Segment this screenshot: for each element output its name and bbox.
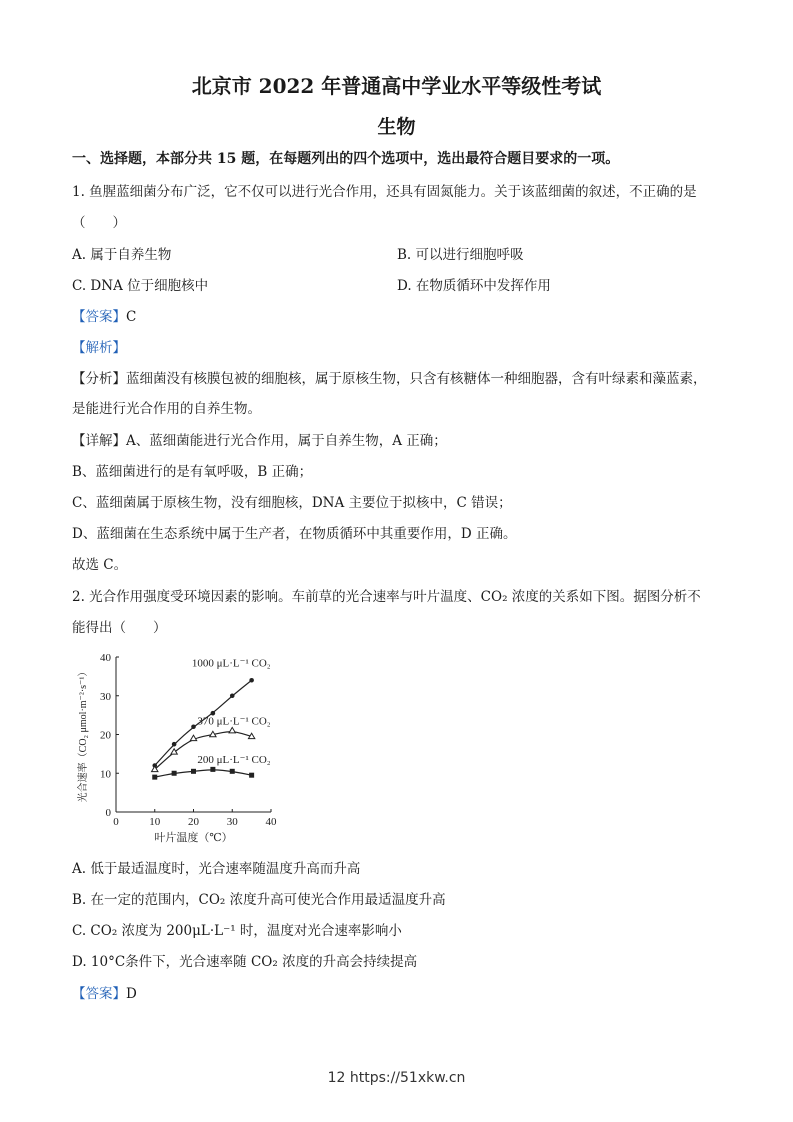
xiangjie-text: A、蓝细菌能进行光合作用，属于自养生物，A 正确； bbox=[126, 433, 447, 449]
data-point-circle bbox=[230, 693, 235, 698]
fenxi-text: 蓝细菌没有核膜包被的细胞核，属于原核生物，只含有核糖体一种细胞器，含有叶绿素和藻蓝素， bbox=[126, 371, 707, 387]
q2-option-a: A. 低于最适温度时，光合速率随温度升高而升高 bbox=[72, 861, 361, 877]
answer-value: D bbox=[126, 986, 137, 1002]
data-point-square bbox=[230, 769, 235, 774]
answer-tag: 【答案】 bbox=[72, 309, 126, 325]
data-point-square bbox=[210, 767, 215, 772]
q1-analysis-tag: 【解析】 bbox=[72, 340, 126, 356]
exam-title: 北京市 2022 年普通高中学业水平等级性考试 bbox=[191, 74, 602, 98]
x-tick-label: 10 bbox=[149, 816, 161, 828]
footer-url[interactable]: https://51xkw.cn bbox=[349, 1070, 466, 1086]
x-axis-label: 叶片温度（℃） bbox=[154, 832, 233, 844]
chart-root bbox=[76, 652, 277, 844]
y-tick-label: 0 bbox=[105, 807, 111, 819]
y-axis-label: 光合速率（CO₂ μmol·m⁻²·s⁻¹） bbox=[78, 666, 89, 803]
data-point-circle bbox=[191, 724, 196, 729]
series-label: 200 μL·L⁻¹ CO₂ bbox=[197, 754, 271, 767]
q2-stem-line1: 2. 光合作用强度受环境因素的影响。车前草的光合速率与叶片温度、CO₂ 浓度的关系如下图。据图分析不 bbox=[72, 589, 701, 605]
data-point-circle bbox=[172, 742, 177, 747]
y-tick-label: 10 bbox=[100, 768, 111, 781]
q1-xiangjie-line3: C、蓝细菌属于原核生物，没有细胞核，DNA 主要位于拟核中，C 错误； bbox=[72, 495, 512, 511]
q1-stem-line1: 1. 鱼腥蓝细菌分布广泛，它不仅可以进行光合作用，还具有固氮能力。关于该蓝细菌的叙述，不正确的是 bbox=[72, 184, 697, 200]
q2-option-c: C. CO₂ 浓度为 200μL·L⁻¹ 时，温度对光合速率影响小 bbox=[72, 923, 402, 939]
fenxi-tag: 【分析】 bbox=[72, 371, 126, 387]
x-tick-label: 20 bbox=[188, 816, 199, 828]
x-tick-label: 30 bbox=[226, 816, 238, 828]
q1-option-b: B. 可以进行细胞呼吸 bbox=[397, 247, 524, 263]
q1-answer bbox=[72, 308, 136, 326]
y-tick-label: 20 bbox=[100, 729, 111, 742]
q1-option-d: D. 在物质循环中发挥作用 bbox=[397, 278, 551, 294]
x-tick-label: 0 bbox=[113, 816, 119, 828]
q1-option-c: C. DNA 位于细胞核中 bbox=[72, 278, 209, 294]
q1-fenxi-line2: 是能进行光合作用的自养生物。 bbox=[72, 401, 261, 417]
data-point-circle bbox=[249, 678, 254, 683]
q2-answer bbox=[72, 985, 137, 1003]
section-heading: 一、选择题，本部分共 15 题，在每题列出的四个选项中，选出最符合题目要求的一项。 bbox=[72, 151, 620, 167]
data-point-square bbox=[152, 775, 157, 780]
y-tick-label: 40 bbox=[100, 652, 111, 664]
series-label: 370 μL·L⁻¹ CO₂ bbox=[197, 715, 271, 728]
q2-option-d: D. 10°C条件下，光合速率随 CO₂ 浓度的升高会持续提高 bbox=[72, 954, 418, 970]
answer-tag: 【答案】 bbox=[72, 986, 126, 1002]
series-line bbox=[155, 770, 252, 777]
x-tick-label: 40 bbox=[265, 816, 277, 828]
photosynthesis-chart bbox=[72, 645, 312, 850]
data-point-square bbox=[172, 771, 177, 776]
q1-xiangjie-line1 bbox=[72, 432, 447, 450]
subject-title: 生物 bbox=[377, 116, 416, 138]
page-number: 12 bbox=[327, 1070, 346, 1086]
page-footer bbox=[0, 1070, 793, 1086]
q1-stem-line2: （ ） bbox=[72, 215, 126, 231]
q2-option-b: B. 在一定的范围内，CO₂ 浓度升高可使光合作用最适温度升高 bbox=[72, 892, 446, 908]
data-point-triangle bbox=[190, 735, 196, 740]
y-tick-label: 30 bbox=[100, 690, 111, 703]
series-label: 1000 μL·L⁻¹ CO₂ bbox=[191, 657, 271, 670]
data-point-square bbox=[191, 769, 196, 774]
q1-xiangjie-line4: D、蓝细菌在生态系统中属于生产者，在物质循环中其重要作用，D 正确。 bbox=[72, 526, 517, 542]
xiangjie-tag: 【详解】 bbox=[72, 433, 126, 449]
q1-fenxi-line1 bbox=[72, 370, 707, 388]
q1-option-a: A. 属于自养生物 bbox=[72, 247, 172, 263]
data-point-triangle bbox=[171, 749, 177, 754]
q2-stem-line2: 能得出（ ） bbox=[72, 620, 167, 636]
q1-conclusion: 故选 C。 bbox=[72, 557, 128, 573]
data-point-square bbox=[249, 773, 254, 778]
q1-xiangjie-line2: B、蓝细菌进行的是有氧呼吸，B 正确； bbox=[72, 464, 313, 480]
answer-value: C bbox=[126, 309, 137, 325]
data-point-triangle bbox=[229, 727, 235, 732]
